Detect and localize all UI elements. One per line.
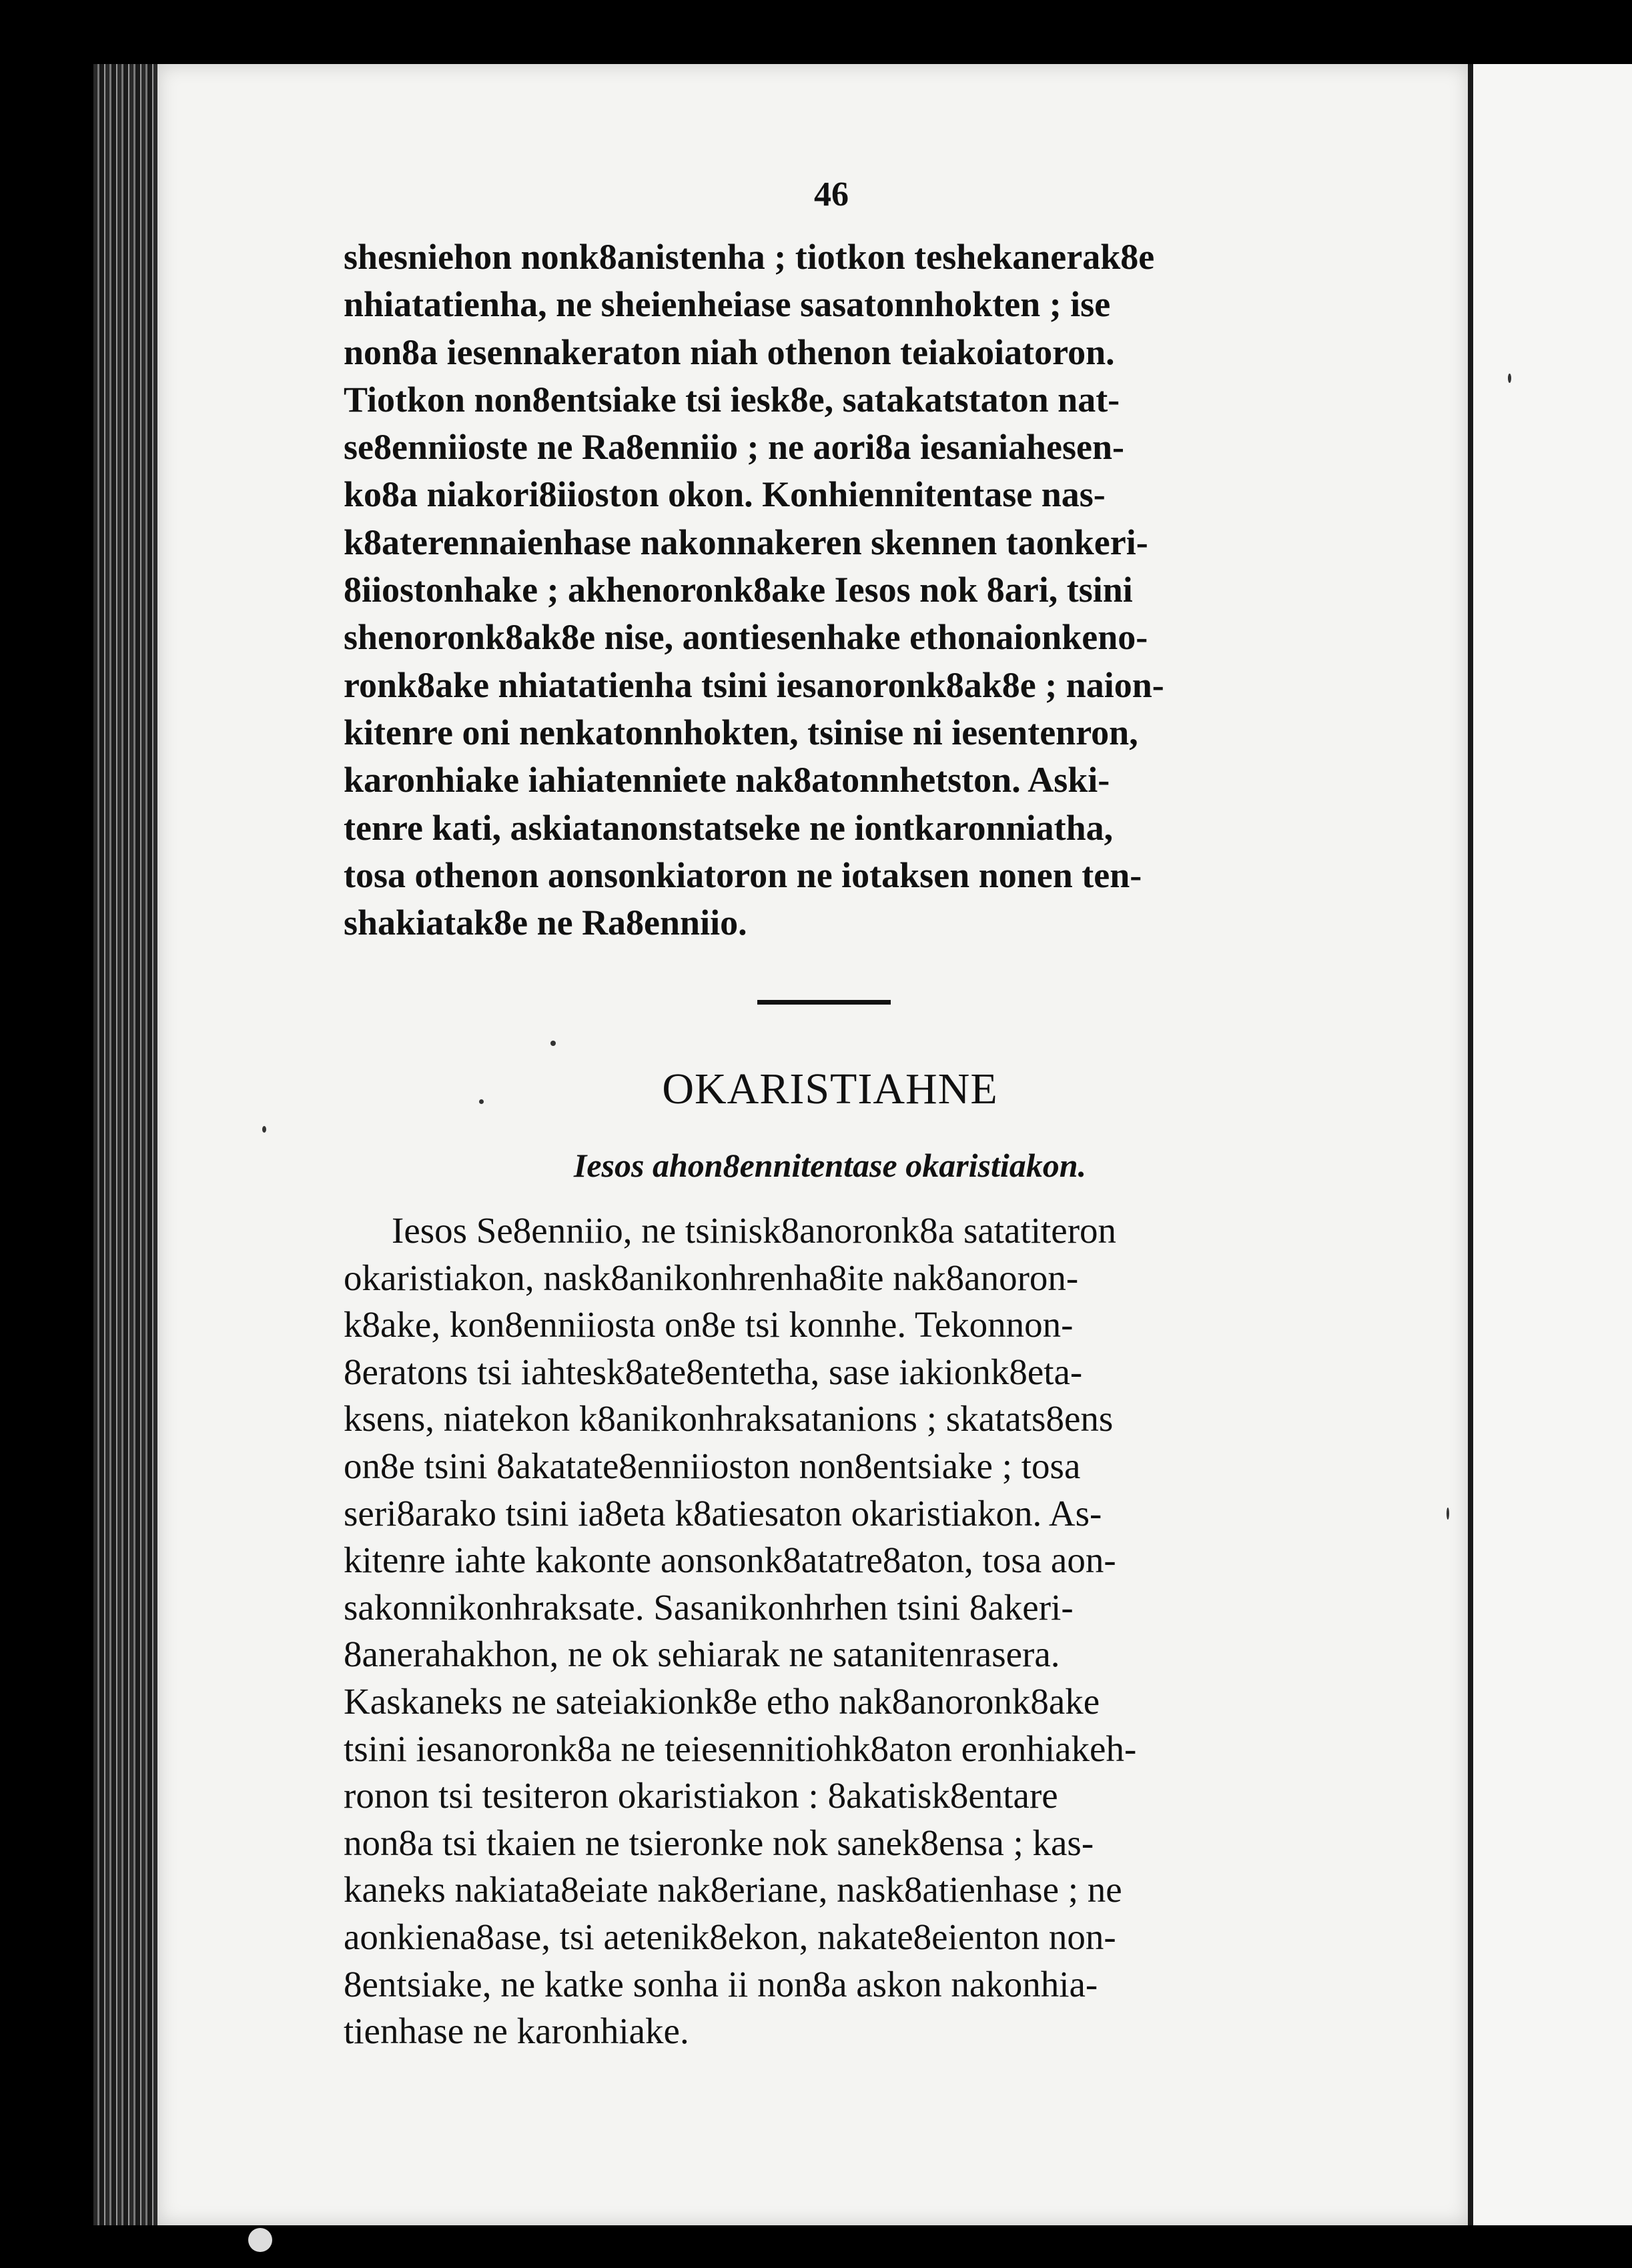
text-line: Tiotkon non8entsiake tsi iesk8e, satakatstaton nat-: [344, 379, 1120, 420]
text-line: k8ake, kon8enniiosta on8e tsi konnhe. Tekonnon-: [344, 1304, 1074, 1345]
section-subtitle: Iesos ahon8ennitentase okaristiakon.: [573, 1147, 1087, 1184]
text-line: shesniehon nonk8anistenha ; tiotkon teshekanerak8e: [344, 237, 1155, 277]
text-line: okaristiakon, nask8anikonhrenha8ite nak8anoron-: [344, 1257, 1079, 1298]
text-line: aonkiena8ase, tsi aetenik8ekon, nakate8eienton non-: [344, 1916, 1116, 1957]
text-line: tienhase ne karonhiake.: [344, 2011, 689, 2052]
text-line: 8entsiake, ne katke sonha ii non8a askon nakonhia-: [344, 1963, 1098, 2005]
scan-speck: [479, 1099, 484, 1104]
text-line: ronk8ake nhiatatienha tsini iesanoronk8ak8e ; naion-: [344, 664, 1164, 705]
scan-artifact-mark: [248, 2228, 272, 2252]
text-line: shakiatak8e ne Ra8enniio.: [344, 903, 747, 943]
text-line: Iesos Se8enniio, ne tsinisk8anoronk8a satatiteron: [392, 1210, 1117, 1251]
text-line: seri8arako tsini ia8eta k8atiesaton okaristiakon. As-: [344, 1492, 1102, 1534]
text-line: 8eratons tsi iahtesk8ate8entetha, sase iakionk8eta-: [344, 1351, 1083, 1392]
text-line: kitenre iahte kakonte aonsonk8atatre8aton, tosa aon-: [344, 1540, 1116, 1581]
section-divider: [757, 1000, 891, 1005]
text-line: sakonnikonhraksate. Sasanikonhrhen tsini 8akeri-: [344, 1586, 1074, 1628]
page-right-edge: [1468, 64, 1473, 2225]
scan-speck: [262, 1126, 266, 1133]
paragraph-2: [344, 1207, 1316, 2055]
text-line: tosa othenon aonsonkiatoron ne iotaksen nonen ten-: [344, 855, 1142, 895]
section-title: OKARISTIAHNE: [662, 1065, 998, 1113]
text-line: tenre kati, askiatanonstatseke ne iontkaronniatha,: [344, 807, 1114, 848]
text-line: nhiatatienha, ne sheienheiase sasatonnhokten ; ise: [344, 284, 1111, 325]
text-line: se8enniioste ne Ra8enniio ; ne aori8a iesaniahesen-: [344, 427, 1124, 468]
page-number: 46: [814, 175, 849, 213]
text-line: kaneks nakiata8eiate nak8eriane, nask8atienhase ; ne: [344, 1869, 1122, 1910]
text-line: Kaskaneks ne sateiakionk8e etho nak8anoronk8ake: [344, 1680, 1100, 1722]
text-line: tsini iesanoronk8a ne teiesennitiohk8aton eronhiakeh-: [344, 1728, 1137, 1769]
adjacent-page-strip: [1473, 64, 1632, 2225]
scan-speck: [1508, 374, 1511, 383]
text-line: ksens, niatekon k8anikonhraksatanions ; skatats8ens: [344, 1398, 1114, 1440]
text-line: shenoronk8ak8e nise, aontiesenhake ethonaionkeno-: [344, 617, 1148, 658]
text-line: non8a tsi tkaien ne tsieronke nok sanek8ensa ; kas-: [344, 1822, 1094, 1863]
text-line: ronon tsi tesiteron okaristiakon : 8akatisk8entare: [344, 1775, 1058, 1816]
text-line: k8aterennaienhase nakonnakeren skennen taonkeri-: [344, 522, 1148, 562]
text-line: 8anerahakhon, ne ok sehiarak ne satanitenrasera.: [344, 1634, 1060, 1675]
scan-speck: [1447, 1508, 1449, 1520]
paragraph-1: [344, 233, 1316, 947]
text-line: 8iiostonhake ; akhenoronk8ake Iesos nok 8ari, tsini: [344, 570, 1133, 610]
book-binding-edge: [93, 64, 160, 2225]
text-line: karonhiake iahiatenniete nak8atonnhetston. Aski-: [344, 760, 1110, 800]
text-line: kitenre oni nenkatonnhokten, tsinise ni iesentenron,: [344, 712, 1138, 752]
text-line: ko8a niakori8iioston okon. Konhiennitentase nas-: [344, 474, 1106, 515]
scan-speck: [550, 1041, 556, 1046]
text-line: on8e tsini 8akatate8enniioston non8entsiake ; tosa: [344, 1445, 1081, 1486]
text-line: non8a iesennakeraton niah othenon teiakoiatoron.: [344, 332, 1115, 372]
